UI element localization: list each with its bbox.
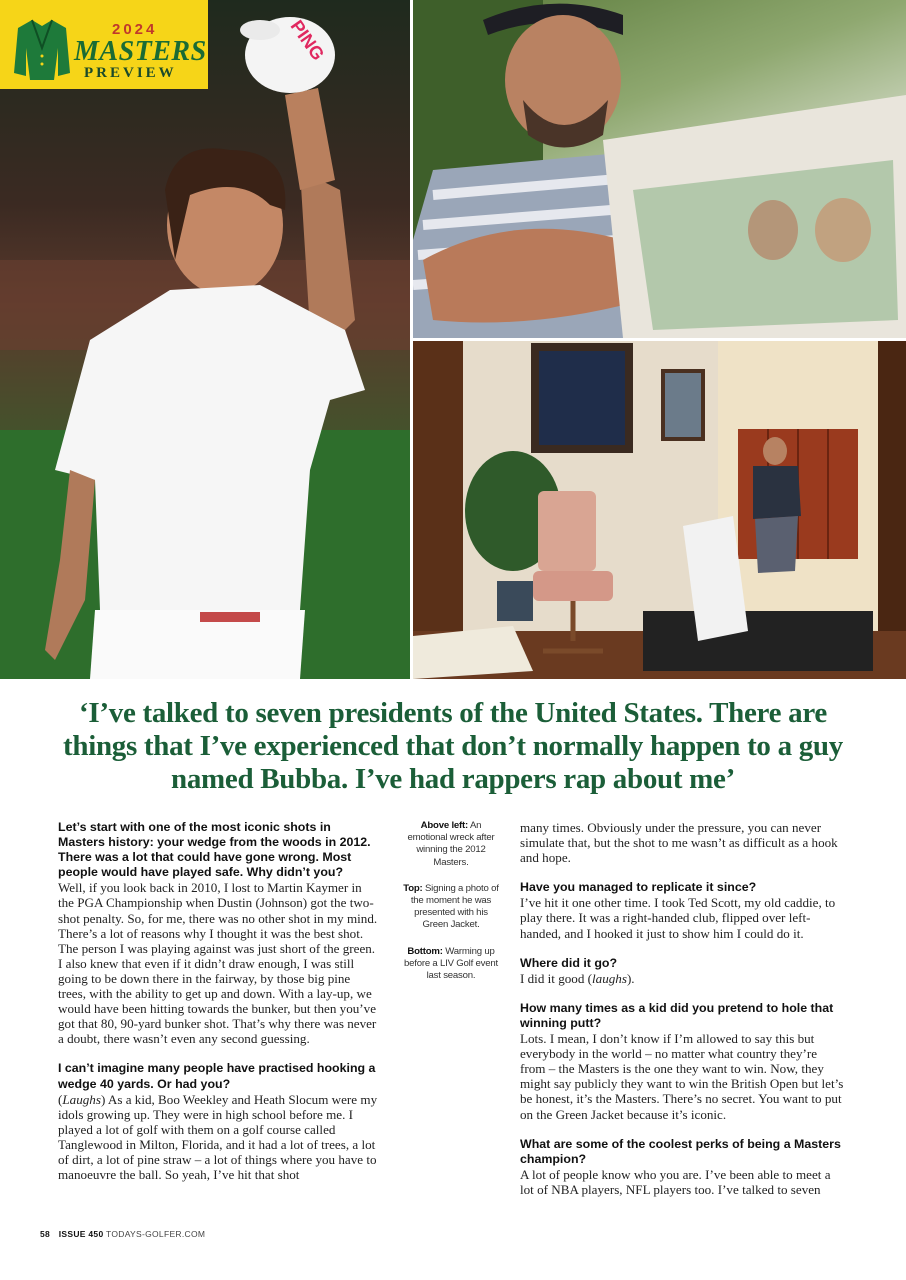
caption-text: Signing a photo of the moment he was presented with his Green Jacket.	[410, 882, 499, 931]
badge-year: 2024	[112, 21, 158, 38]
question-winning-putt: How many times as a kid did you pretend to hole that winning putt?	[520, 1000, 834, 1030]
question-practised-hooking: I can’t imagine many people have practised hooking a wedge 40 yards. Or had you?	[58, 1061, 376, 1091]
answer-practised-hooking: (Laughs) As a kid, Boo Weekley and Heath Slocum were my idols growing up. They were in high school before me. I played a lot of golf with them on a golf course called Tanglewood in Milton, Florida, and it had a lot of trees, a lot of dirt, a lot of pine straw – a lot of things where you have to manoeuvre the ball. So yeah, I’ve hit that shot	[58, 1091, 378, 1183]
badge-title: MASTERS	[74, 36, 207, 67]
photo-signing	[413, 0, 906, 338]
question-where-did-it-go: Where did it go?	[520, 955, 618, 970]
question-replicate: Have you managed to replicate it since?	[520, 880, 757, 895]
answer-text-end: ).	[626, 970, 635, 986]
answer-winning-putt: Lots. I mean, I don’t know if I’m allowed to say this but everybody in the world – no matter what country they’re from – the Masters is the one they want to win. Now, they might say publicly they want to win the British Open but let’s be honest, it’s the Masters. There’s no secret. You want to put on the Green Jacket because it’s iconic.	[520, 1031, 844, 1122]
answer-continued: many times. Obviously under the pressure, you can never simulate that, but the shot to me wasn’t as difficult as a hook and hope.	[520, 820, 838, 866]
answer-practised-hooking-text: ) As a kid, Boo Weekley and Heath Slocum were my idols growing up. They were in high school before me. I played a lot of golf with them on a golf course called Tanglewood in Milton, Florida, and it had a lot of trees, a lot of dirt, a lot of pine straw – a lot of things where you have to manoeuvre the ball. So yeah, I’ve hit that shot	[58, 1091, 378, 1183]
question-iconic-shot: Let’s start with one of the most iconic shots in Masters history: your wedge from the woods in 2012. There was a lot that could have gone wrong. Most people would have played safe. Why didn’t you?	[58, 820, 371, 880]
answer-where-did-it-go	[520, 971, 845, 986]
caption-label: Above left:	[420, 820, 469, 831]
badge-subtitle: PREVIEW	[84, 65, 177, 81]
question-coolest-perks: What are some of the coolest perks of being a Masters champion?	[520, 1136, 841, 1166]
answer-text: I did it good (	[520, 970, 593, 986]
golfer-illustration	[0, 0, 410, 679]
article-column-right	[520, 820, 845, 1197]
caption-label: Top:	[403, 882, 423, 894]
laughs-italic: Laughs	[62, 1091, 101, 1107]
cap-brand-label: PING	[286, 16, 329, 64]
caption-text: An emotional wreck after winning the 2012 Masters.	[407, 820, 495, 868]
photo-golfer-waving	[0, 0, 410, 679]
caption-top	[403, 883, 499, 932]
masters-preview-badge	[0, 0, 208, 89]
answer-iconic-shot: Well, if you look back in 2010, I lost to Martin Kaymer in the PGA Championship when Dustin (Johnson) got the two-shot penalty. So, for me, there was no other shot in my mind. There’s a lot of reasons why I thought it was the best shot. The person I was playing against was just short of the green. I also knew that even if it didn’t draw enough, I was still going to be down there in the fairway, by those big pine trees, with the ability to get up and down. With a lay-up, we would have been hitting towards the bunker, but then you’ve got that 80, 90-yard bunker shot. That’s why there was never a doubt, there wasn’t even any second guessing.	[58, 880, 378, 1047]
caption-text: Warming up before a LIV Golf event last season.	[403, 945, 499, 982]
signing-illustration	[413, 0, 906, 338]
pull-quote: ‘I’ve talked to seven presidents of the United States. There are things that I’ve experienced that don’t normally happen to a guy named Bubba. I’ve had rappers rap about me’	[63, 697, 843, 795]
website-link[interactable]: TODAYS-GOLFER.COM	[106, 1229, 206, 1239]
caption-label: Bottom:	[407, 945, 443, 957]
laughs-italic: laughs	[592, 970, 627, 986]
green-jacket-icon	[14, 18, 70, 80]
photo-locker-room	[413, 341, 906, 679]
answer-coolest-perks: A lot of people know who you are. I’ve been able to meet a lot of NBA players, NFL players too. I’ve talked to seven	[520, 1166, 831, 1197]
article-column-left	[58, 820, 380, 1182]
caption-bottom	[403, 946, 499, 983]
issue-number: ISSUE 450	[58, 1229, 104, 1239]
page-number: 58	[40, 1229, 51, 1239]
caption-above-left	[403, 820, 499, 869]
page-footer	[40, 1229, 205, 1239]
photo-captions	[403, 820, 499, 996]
locker-room-illustration	[413, 341, 906, 679]
answer-replicate: I’ve hit it one other time. I took Ted Scott, my old caddie, to play there. It was a right-handed club, flipped over left-handed, and I hooked it just to show him I could do it.	[520, 895, 836, 941]
